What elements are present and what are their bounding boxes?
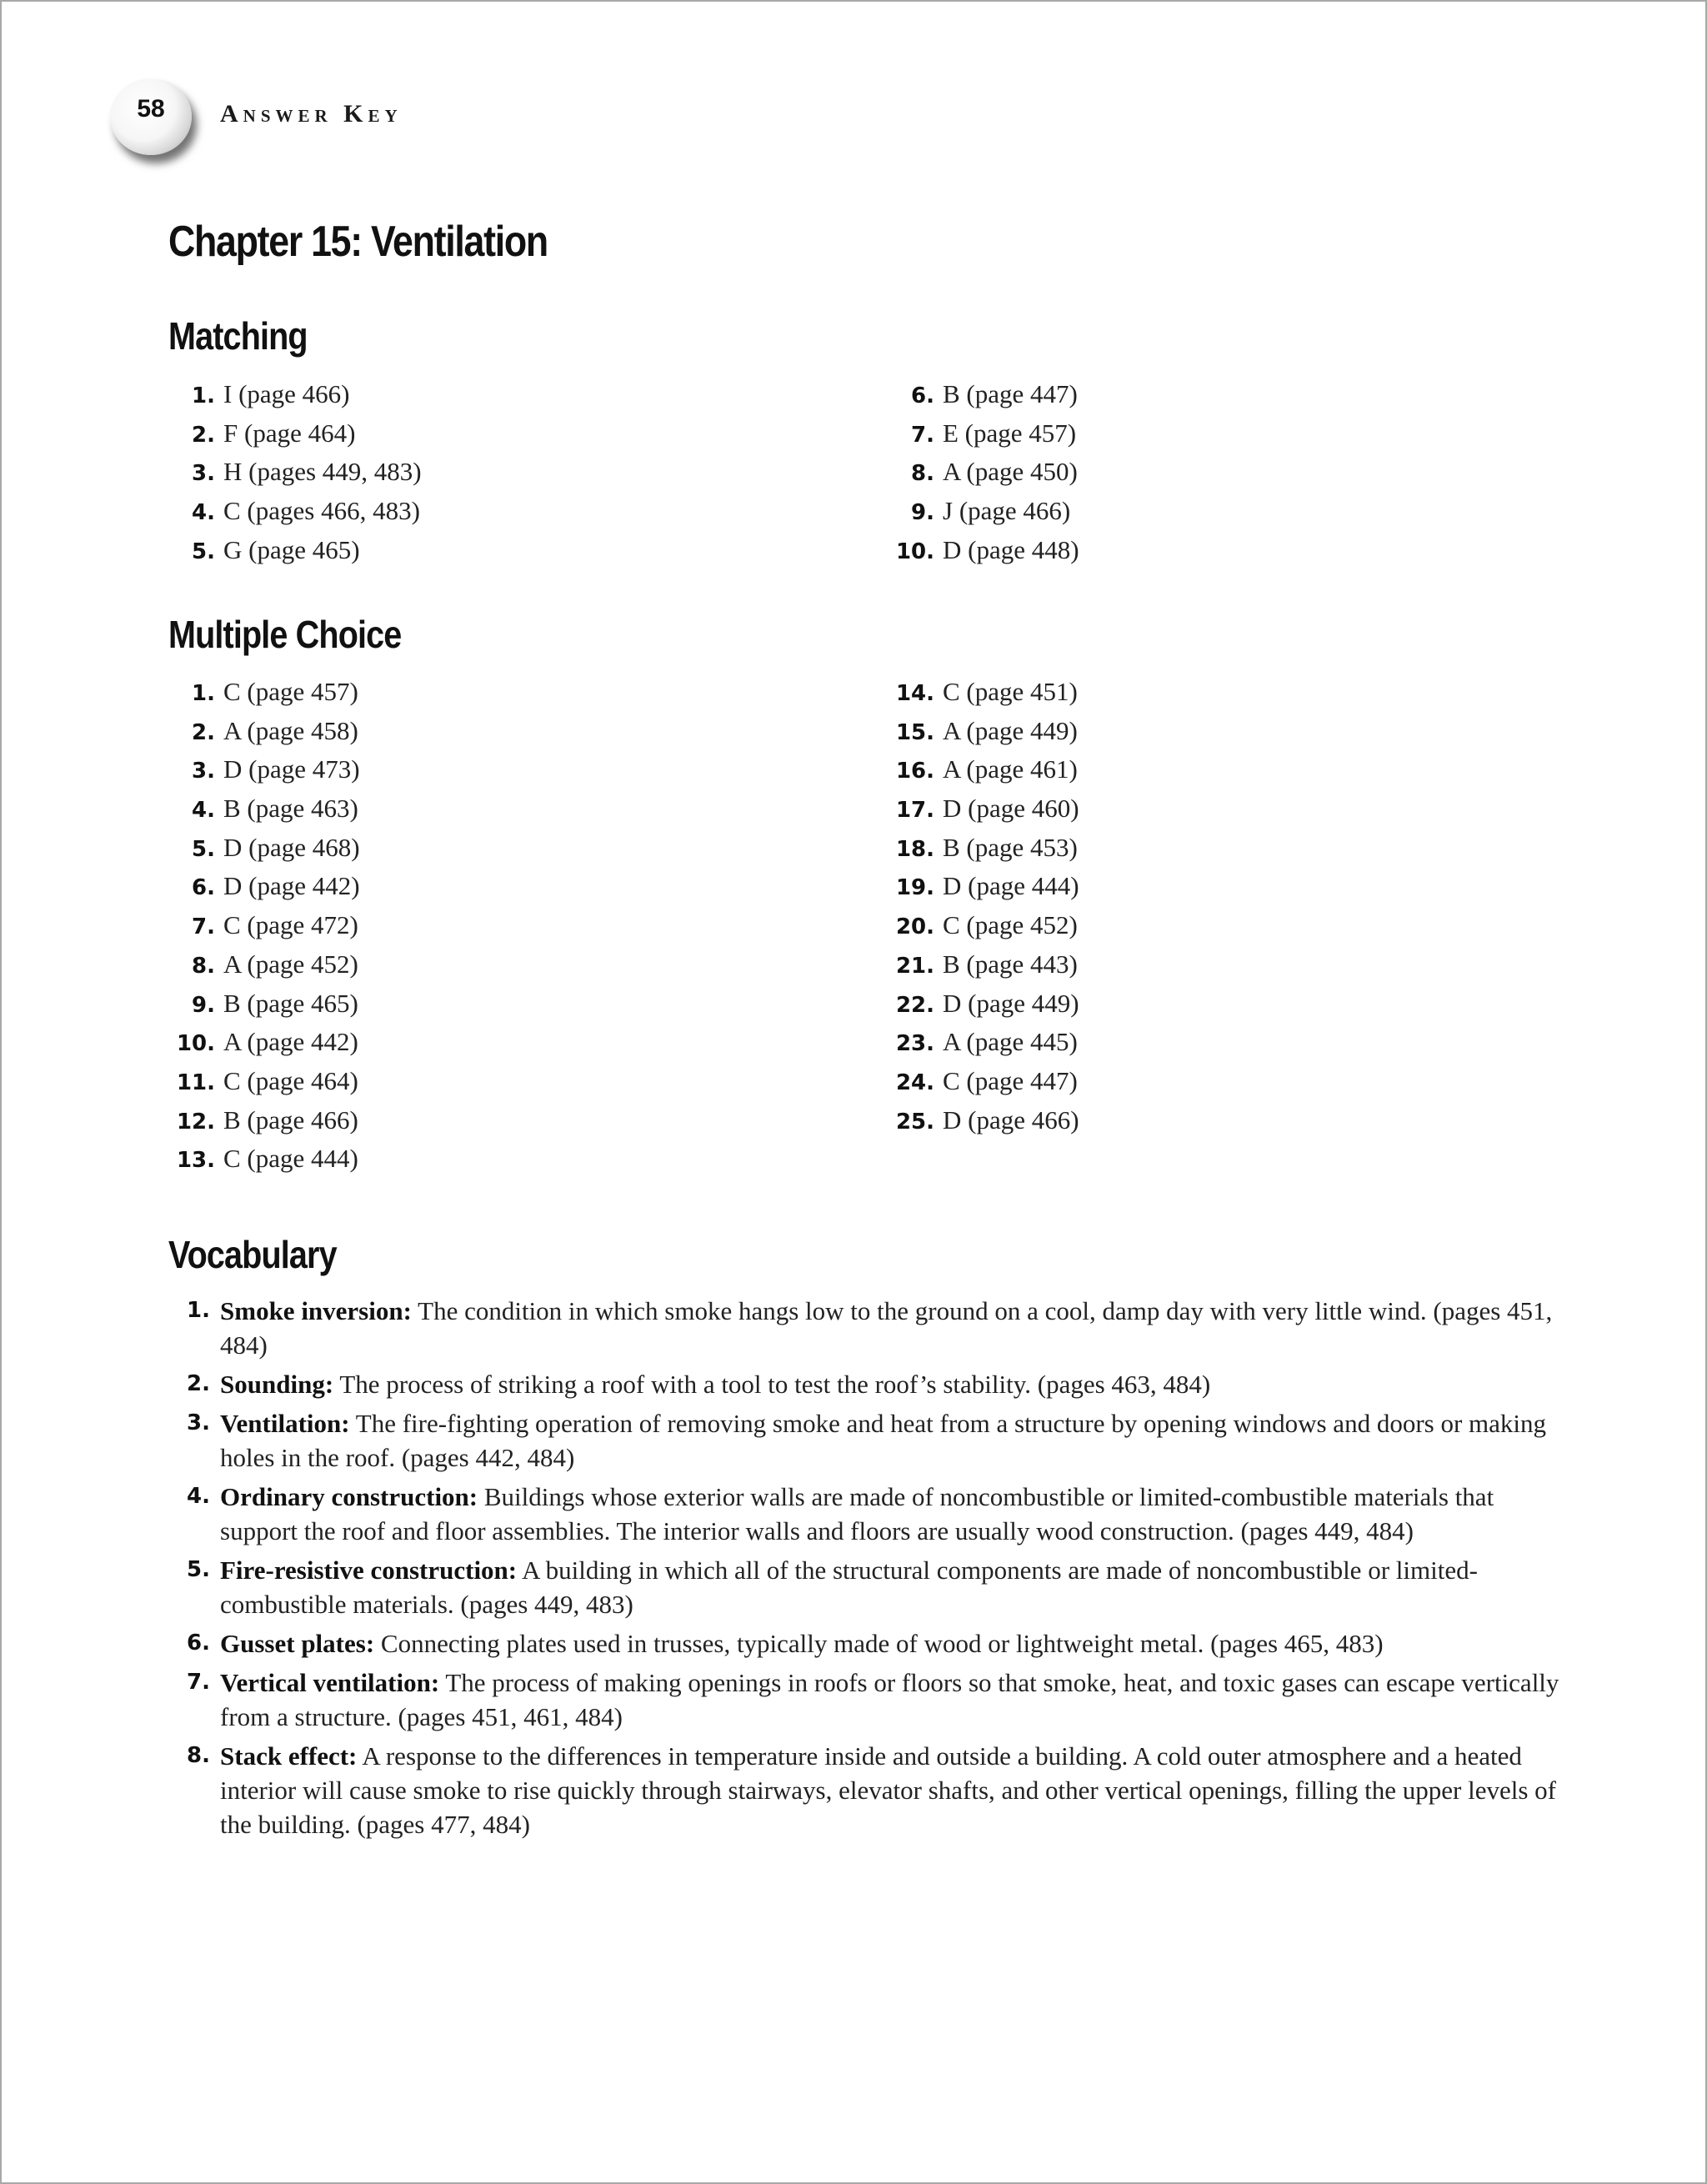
item-answer: A (page 449) <box>943 715 1078 745</box>
list-item <box>168 673 360 712</box>
vocabulary-definition: The process of striking a roof with a tool to test the roof’s stability. (pages 463, 484) <box>333 1370 1211 1399</box>
vocabulary-term: Ordinary construction: <box>220 1482 478 1511</box>
list-item <box>168 984 360 1024</box>
list-item <box>168 945 360 984</box>
item-number: 24. <box>895 1069 934 1095</box>
vocabulary-item <box>168 1480 1569 1548</box>
vocabulary-definition: The process of making openings in roofs or floors so that smoke, heat, and toxic gases can escape vertically from a structure. (pages 451, 461, 484) <box>220 1668 1559 1731</box>
item-answer: B (page 466) <box>223 1105 358 1135</box>
item-answer: H (pages 449, 483) <box>223 457 422 487</box>
item-number: 2. <box>192 719 215 745</box>
list-item <box>168 829 360 868</box>
item-number: 22. <box>895 992 934 1018</box>
item-number: 21. <box>895 953 934 979</box>
item-answer: C (page 472) <box>223 910 358 940</box>
item-answer: E (page 457) <box>943 418 1077 448</box>
multiple-choice-list-left <box>168 673 360 1179</box>
list-item <box>888 375 1079 414</box>
item-number: 8. <box>187 1743 210 1768</box>
item-answer: A (page 450) <box>943 457 1078 487</box>
item-answer: C (page 447) <box>943 1065 1078 1095</box>
vocabulary-term: Stack effect: <box>220 1741 358 1771</box>
item-number: 10. <box>176 1031 215 1057</box>
item-number: 19. <box>895 875 934 901</box>
list-item <box>168 712 360 751</box>
list-item <box>168 789 360 829</box>
multiple-choice-list-right <box>888 673 1079 1140</box>
item-number: 3. <box>192 759 215 784</box>
running-title: Answer Key <box>220 100 403 128</box>
vocabulary-item <box>168 1294 1569 1362</box>
item-answer: D (page 442) <box>223 871 360 901</box>
item-number: 10. <box>895 538 934 564</box>
item-answer: B (page 453) <box>943 832 1078 862</box>
vocabulary-item <box>168 1553 1569 1621</box>
item-number: 13. <box>176 1148 215 1174</box>
item-number: 14. <box>895 681 934 706</box>
list-item <box>888 453 1079 492</box>
item-number: 7. <box>911 422 934 448</box>
list-item <box>168 414 422 453</box>
list-item <box>888 712 1079 751</box>
list-item <box>888 492 1079 531</box>
vocabulary-term: Gusset plates: <box>220 1629 375 1658</box>
item-number: 6. <box>911 383 934 408</box>
list-item <box>888 1062 1079 1101</box>
list-item <box>168 531 422 570</box>
item-number: 5. <box>192 836 215 862</box>
list-item <box>168 867 360 906</box>
matching-list-left <box>168 375 422 569</box>
list-item <box>888 906 1079 945</box>
list-item <box>888 673 1079 712</box>
item-answer: D (page 448) <box>943 534 1079 564</box>
item-number: 8. <box>911 461 934 487</box>
list-item <box>888 414 1079 453</box>
list-item <box>888 750 1079 789</box>
vocabulary-item <box>168 1367 1569 1401</box>
page-header <box>110 78 610 170</box>
item-number: 2. <box>187 1371 210 1396</box>
item-number: 5. <box>192 538 215 564</box>
item-answer: D (page 466) <box>943 1105 1079 1135</box>
item-answer: A (page 452) <box>223 949 358 979</box>
item-number: 7. <box>192 914 215 940</box>
item-answer: B (page 465) <box>223 988 358 1018</box>
vocabulary-heading: Vocabulary <box>168 1233 337 1276</box>
list-item <box>888 531 1079 570</box>
item-answer: A (page 442) <box>223 1027 358 1057</box>
item-number: 20. <box>895 914 934 940</box>
list-item <box>888 789 1079 829</box>
item-number: 3. <box>187 1410 210 1435</box>
vocabulary-definition: A building in which all of the structural components are made of noncombustible or limited-combustible materials. (pages 449, 483) <box>220 1555 1478 1619</box>
item-number: 16. <box>895 759 934 784</box>
item-number: 4. <box>192 798 215 824</box>
item-number: 23. <box>895 1031 934 1057</box>
item-number: 17. <box>895 798 934 824</box>
vocabulary-definition: The condition in which smoke hangs low to the ground on a cool, damp day with very little wind. (pages 451, 484) <box>220 1296 1553 1360</box>
list-item <box>168 1062 360 1101</box>
list-item <box>888 945 1079 984</box>
item-number: 4. <box>187 1484 210 1509</box>
vocabulary-term: Vertical ventilation: <box>220 1668 440 1697</box>
item-number: 2. <box>192 422 215 448</box>
list-item <box>168 1140 360 1179</box>
item-answer: C (pages 466, 483) <box>223 496 420 526</box>
item-answer: B (page 463) <box>223 794 358 824</box>
item-answer: B (page 443) <box>943 949 1078 979</box>
item-answer: C (page 464) <box>223 1065 358 1095</box>
item-number: 5. <box>187 1557 210 1582</box>
vocabulary-definition: A response to the differences in temperature inside and outside a building. A cold outer atmosphere and a heated interior will cause smoke to rise quickly through stairways, elevator shafts, and other vertical openings, filling the upper levels of the building. (pages 477, 484) <box>220 1741 1556 1839</box>
item-number: 15. <box>895 719 934 745</box>
item-number: 11. <box>176 1069 215 1095</box>
item-answer: A (page 445) <box>943 1027 1078 1057</box>
item-answer: C (page 451) <box>943 677 1078 706</box>
matching-list-right <box>888 375 1079 569</box>
item-answer: C (page 452) <box>943 910 1078 940</box>
item-answer: D (page 449) <box>943 988 1079 1018</box>
list-item <box>888 867 1079 906</box>
vocabulary-definition: Buildings whose exterior walls are made of noncombustible or limited-combustible materials that support the roof and floor assemblies. The interior walls and floors are usually wood construction. (pages 449, 484) <box>220 1482 1494 1545</box>
item-number: 4. <box>192 500 215 526</box>
item-answer: I (page 466) <box>223 379 350 408</box>
item-answer: A (page 461) <box>943 754 1078 784</box>
item-answer: D (page 460) <box>943 794 1079 824</box>
vocabulary-term: Fire-resistive construction: <box>220 1555 518 1585</box>
item-answer: D (page 468) <box>223 832 360 862</box>
item-number: 6. <box>192 875 215 901</box>
item-number: 1. <box>187 1298 210 1323</box>
item-number: 9. <box>911 500 934 526</box>
page-number: 58 <box>137 95 165 123</box>
item-number: 7. <box>187 1670 210 1695</box>
item-number: 9. <box>192 992 215 1018</box>
item-answer: G (page 465) <box>223 534 360 564</box>
vocabulary-item <box>168 1666 1569 1734</box>
vocabulary-definition: Connecting plates used in trusses, typically made of wood or lightweight metal. (pages 465, 483) <box>374 1629 1384 1658</box>
item-answer: D (page 444) <box>943 871 1079 901</box>
list-item <box>888 1101 1079 1140</box>
list-item <box>168 492 422 531</box>
list-item <box>168 906 360 945</box>
item-number: 1. <box>192 681 215 706</box>
item-number: 6. <box>187 1630 210 1656</box>
list-item <box>888 1023 1079 1062</box>
item-number: 25. <box>895 1109 934 1135</box>
vocabulary-item <box>168 1739 1569 1841</box>
item-number: 12. <box>176 1109 215 1135</box>
item-number: 8. <box>192 953 215 979</box>
vocabulary-term: Smoke inversion: <box>220 1296 412 1325</box>
vocabulary-item <box>168 1626 1569 1661</box>
list-item <box>168 375 422 414</box>
list-item <box>888 829 1079 868</box>
item-number: 3. <box>192 461 215 487</box>
list-item <box>168 750 360 789</box>
item-answer: C (page 457) <box>223 677 358 706</box>
item-answer: F (page 464) <box>223 418 356 448</box>
item-number: 18. <box>895 836 934 862</box>
list-item <box>168 453 422 492</box>
vocabulary-list <box>168 1294 1569 1846</box>
list-item <box>888 984 1079 1024</box>
vocabulary-term: Ventilation: <box>220 1409 350 1438</box>
item-answer: C (page 444) <box>223 1144 358 1174</box>
item-answer: A (page 458) <box>223 715 358 745</box>
vocabulary-item <box>168 1406 1569 1475</box>
list-item <box>168 1023 360 1062</box>
vocabulary-term: Sounding: <box>220 1370 334 1399</box>
item-number: 1. <box>192 383 215 408</box>
item-answer: D (page 473) <box>223 754 360 784</box>
list-item <box>168 1101 360 1140</box>
chapter-title: Chapter 15: Ventilation <box>168 218 548 266</box>
vocabulary-definition: The fire-fighting operation of removing smoke and heat from a structure by opening windows and doors or making holes in the roof. (pages 442, 484) <box>220 1409 1547 1472</box>
multiple-choice-heading: Multiple Choice <box>168 613 402 656</box>
item-answer: B (page 447) <box>943 379 1078 408</box>
matching-heading: Matching <box>168 314 308 358</box>
item-answer: J (page 466) <box>943 496 1071 526</box>
